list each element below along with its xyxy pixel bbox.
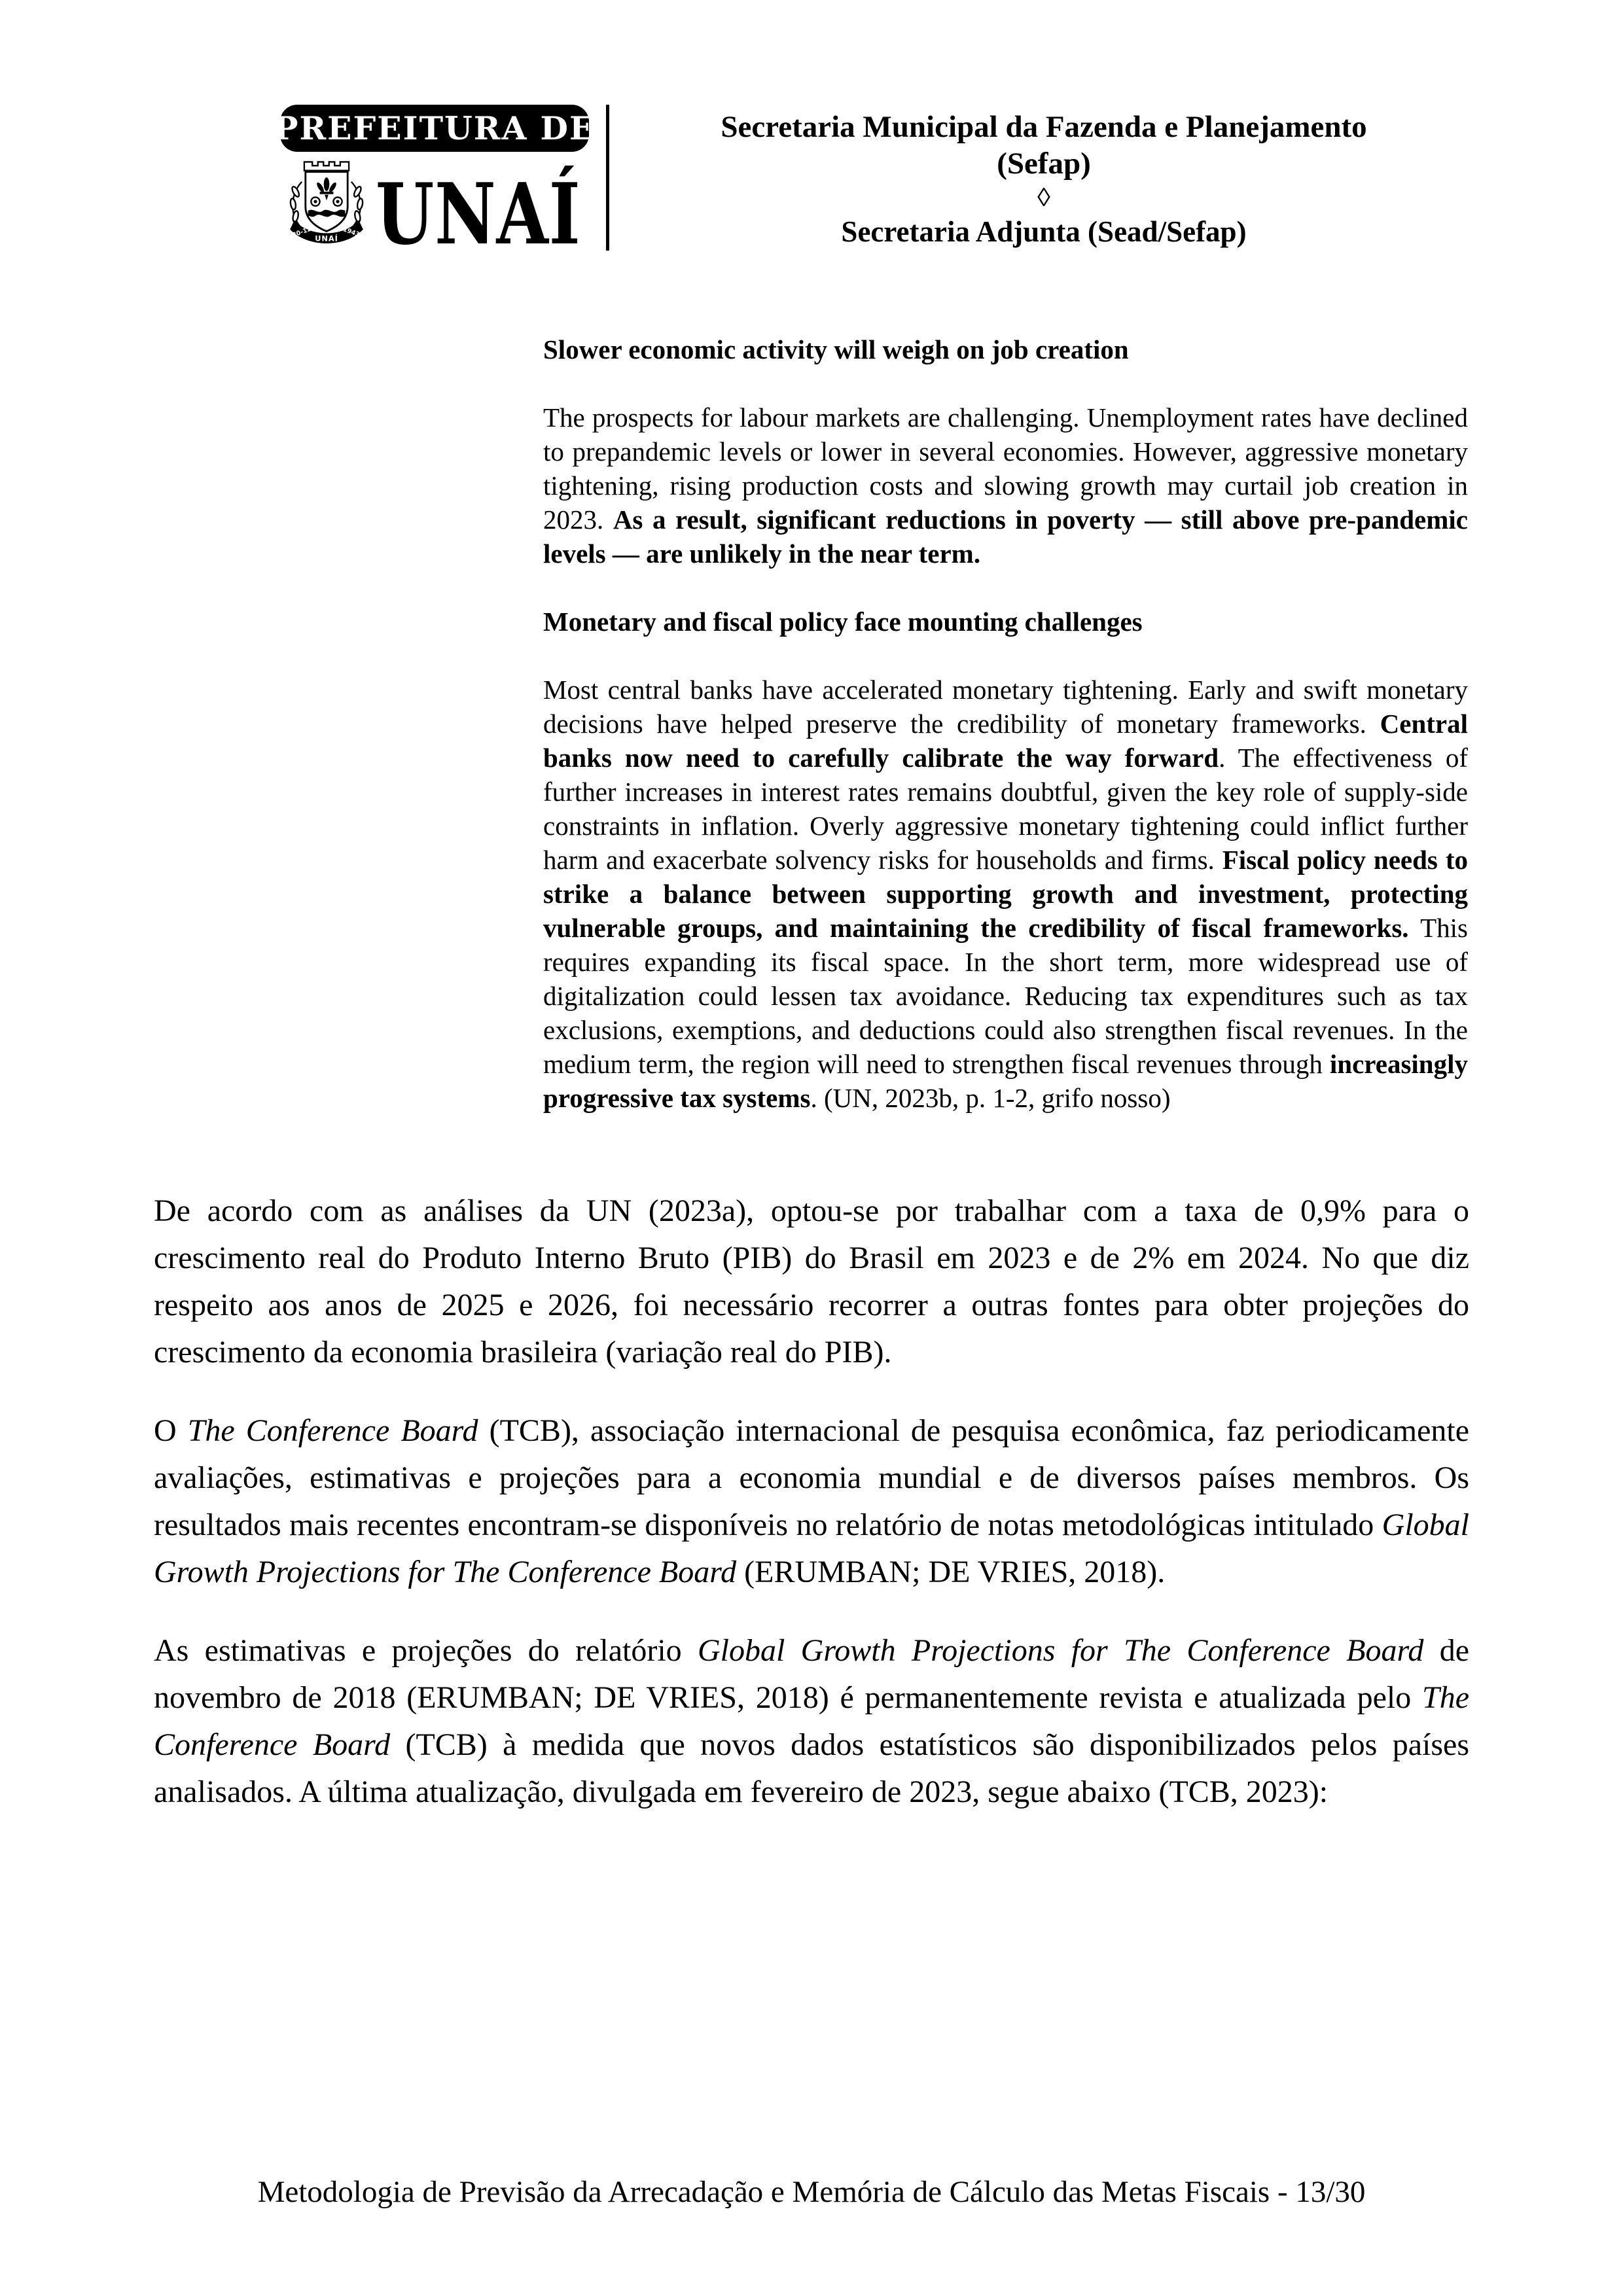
- crest-ribbon-right-date: 1943: [342, 226, 361, 239]
- prefeitura-logo: [274, 105, 596, 264]
- crest-ribbon-city-name: UNAÍ: [315, 234, 338, 243]
- logo-banner-label: PREFEITURA DE: [274, 109, 596, 147]
- logo-city-name: UNAÍ: [376, 166, 581, 264]
- secretariat-line2: (Sefap): [997, 147, 1091, 181]
- secretariat-line3: Secretaria Adjunta (Sead/Sefap): [841, 215, 1247, 248]
- footer-text: Metodologia de Previsão da Arrecadação e Memória de Cálculo das Metas Fiscais - 13/30: [257, 2175, 1366, 2209]
- quote-heading-1: Slower economic activity will weigh on job creation: [543, 334, 1129, 364]
- crest-river-band: [308, 210, 346, 217]
- logo-bottom-row: [280, 156, 589, 264]
- letterhead: [274, 105, 1469, 264]
- crest-crown: [304, 162, 349, 170]
- header-divider: [606, 105, 609, 251]
- page-footer: [0, 2173, 1623, 2211]
- quote-heading-2: Monetary and fiscal policy face mounting challenges: [543, 607, 1143, 637]
- quote-paragraph-2: Most central banks have accelerated monetary tightening. Early and swift monetary decisions have helped preserve the credibility of monetary frameworks. Central banks now need to carefully calibrate the way forward. The effectiveness of further increases in interest rates remains doubtful, given the key role of supply-side constraints in inflation. Overly aggressive monetary tightening could inflict further harm and exacerbate solvency risks for households and firms. Fiscal policy needs to strike a balance between supporting growth and investment, protecting vulnerable groups, and maintaining the credibility of fiscal frameworks. This requires expanding its fiscal space. In the short term, more widespread use of digitalization could lessen tax avoidance. Reducing tax expenditures such as tax exclusions, exemptions, and deductions could also strengthen fiscal revenues. In the medium term, the region will need to strengthen fiscal revenues through increasingly progressive tax systems. (UN, 2023b, p. 1-2, grifo nosso): [543, 675, 1469, 1113]
- secretariat-titles: [618, 105, 1469, 251]
- body-text: [154, 1188, 1469, 1816]
- municipal-crest-icon: [280, 156, 373, 249]
- body-paragraph-1: De acordo com as análises da UN (2023a), optou-se por trabalhar com a taxa de 0,9% para o crescimento real do Produto Interno Bruto (PIB) do Brasil em 2023 e de 2% em 2024. No que diz respeito aos anos de 2025 e 2026, foi necessário recorrer a outras fontes para obter projeções do crescimento da economia brasileira (variação real do PIB).: [154, 1193, 1469, 1369]
- body-paragraph-2: O The Conference Board (TCB), associação internacional de pesquisa econômica, faz periodicamente avaliações, estimativas e projeções para a economia mundial e de diversos países membros. Os resultados mais recentes encontram-se disponíveis no relatório de notas metodológicas intitulado Global Growth Projections for The Conference Board (ERUMBAN; DE VRIES, 2018).: [154, 1413, 1470, 1589]
- logo-banner: [274, 105, 596, 152]
- secretariat-line1: Secretaria Municipal da Fazenda e Planejamento: [721, 110, 1367, 144]
- crest-ribbon-left-date: 30-12: [291, 225, 313, 239]
- diamond-separator-icon: ◊: [1037, 183, 1050, 212]
- block-quote: [543, 332, 1468, 1115]
- quote-paragraph-1: The prospects for labour markets are challenging. Unemployment rates have declined to prepandemic levels or lower in several economies. However, aggressive monetary tightening, rising production costs and slowing growth may curtail job creation in 2023. As a result, significant reductions in poverty — still above pre-pandemic levels — are unlikely in the near term.: [543, 402, 1468, 569]
- body-paragraph-3: As estimativas e projeções do relatório Global Growth Projections for The Conference Board de novembro de 2018 (ERUMBAN; DE VRIES, 2018) é permanentemente revista e atualizada pelo The Conference Board (TCB) à medida que novos dados estatísticos são disponibilizados pelos países analisados. A última atualização, divulgada em fevereiro de 2023, segue abaixo (TCB, 2023):: [154, 1633, 1470, 1809]
